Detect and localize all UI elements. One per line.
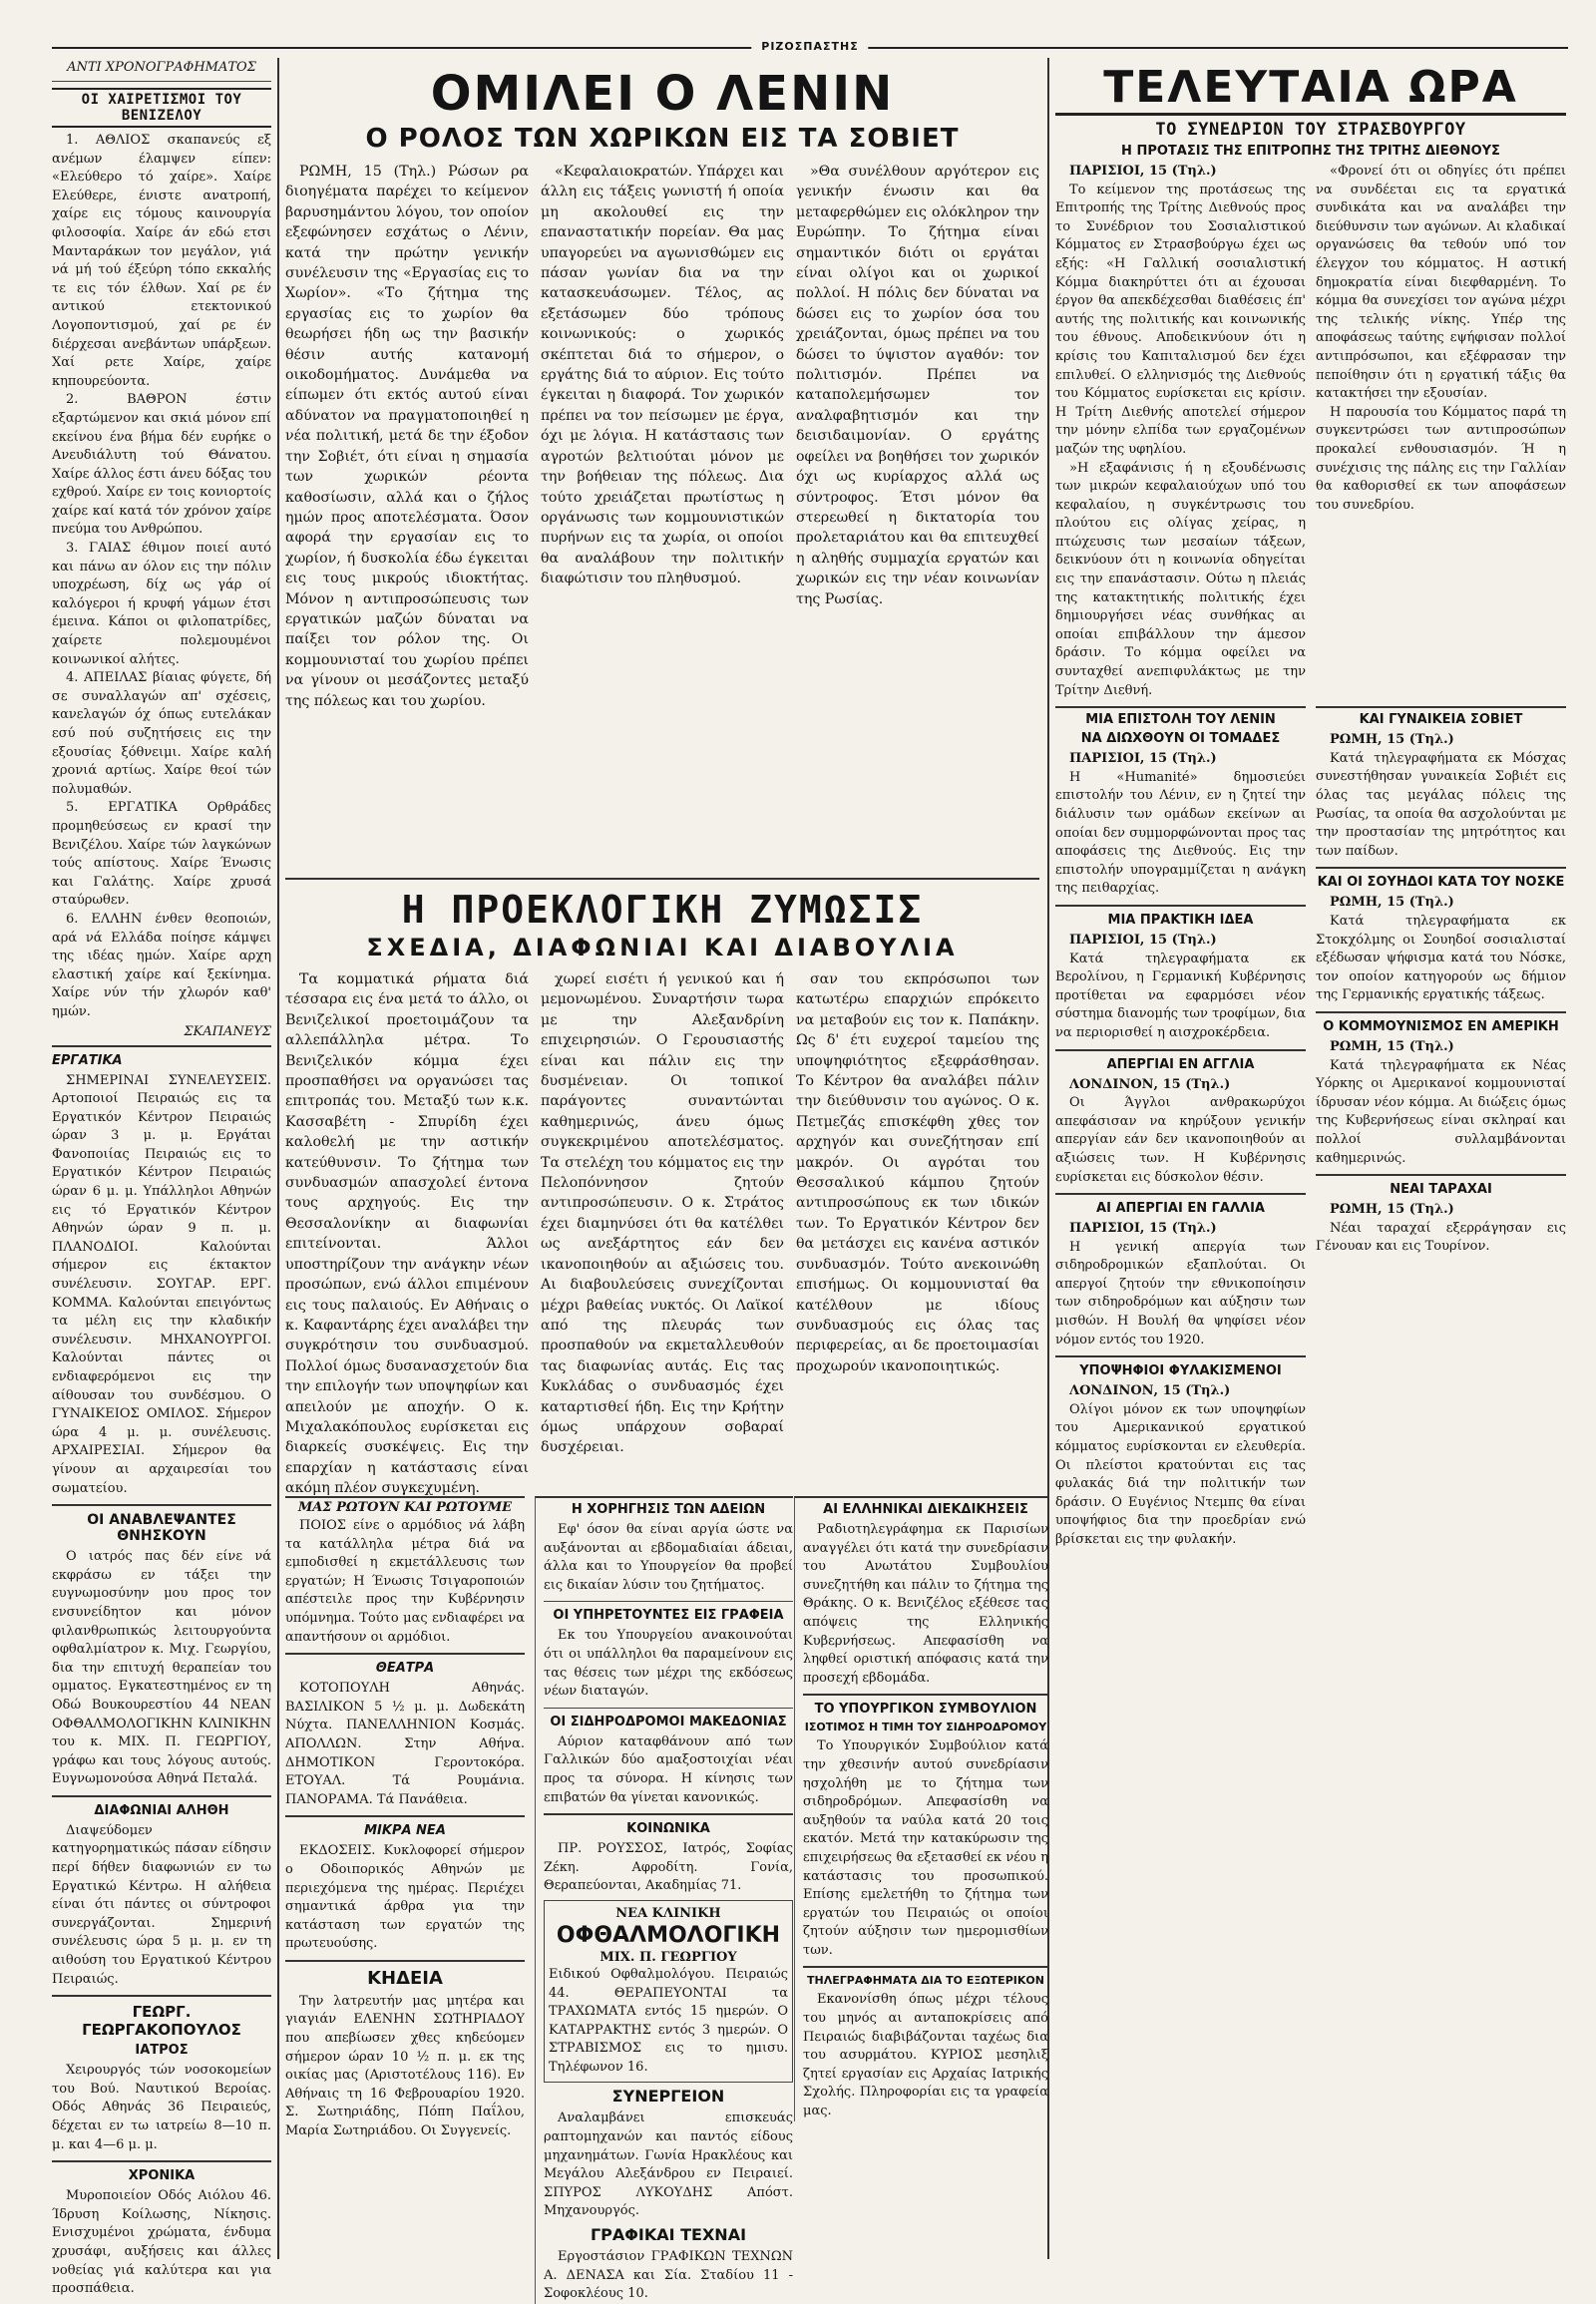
section-head: ΜΙΑ ΕΠΙΣΤΟΛΗ ΤΟΥ ΛΕΝΙΝ xyxy=(1085,712,1276,728)
masthead-bar xyxy=(52,40,1568,54)
paragraph: 6. ΕΛΛΗΝ ένθεν θεοποιών, αρά νά Ελλάδα ποίησε κάμψει της ιδέας ημών. Χαίρε αρχη ελαστική χαίρε καί ξεκίνημα. Χαίρε νύν τήν χλωρόν καθ' ημών. xyxy=(52,911,271,1019)
lower-col-a xyxy=(285,1496,525,2141)
section-head: ΑΙ ΕΛΛΗΝΙΚΑΙ ΔΙΕΚΔΙΚΗΣΕΙΣ xyxy=(823,1502,1028,1517)
lower-col-c xyxy=(794,1496,1048,2121)
section-head: ΜΙΑ ΠΡΑΚΤΙΚΗ ΙΔΕΑ xyxy=(1107,912,1254,928)
section-head: ΟΙ ΑΝΑΒΛΕΨΑΝΤΕΣ ΘΝΗΣΚΟΥΝ xyxy=(87,1512,236,1545)
paragraph: 3. ΓΑΙΑΣ έθιμον ποιεί αυτό και πάνω αν όλον εις την πόλιν υποχρέωση, δίχ ως γάρ οί καλόγεροι ή κρυφή γάμων έτσι έμεινα. Κάποι οι φιλοπατρίδες, χαίρετε πολεμουμένοι κοινωνικοί αλήτες. xyxy=(52,541,271,667)
article-title: ΟΙ ΧΑΙΡΕΤΙΣΜΟΙ ΤΟΥ ΒΕΝΙΖΕΛΟΥ xyxy=(52,88,271,128)
section-head: ΤΟ ΥΠΟΥΡΓΙΚΟΝ ΣΥΜΒΟΥΛΙΟΝ xyxy=(814,1702,1037,1718)
paragraph: Εργοστάσιον ΓΡΑΦΙΚΩΝ ΤΕΧΝΩΝ Α. ΔΕΝΑΣΑ και Σία. Σταδίου 11 - Σοφοκλέους 10. xyxy=(544,2249,793,2302)
section-head: ΔΙΑΦΩΝΙΑΙ ΑΛΗΘΗ xyxy=(94,1802,229,1818)
section-head: ΑΙ ΑΠΕΡΓΙΑΙ ΕΝ ΓΑΛΛΙΑ xyxy=(1096,1201,1265,1217)
ad-line: ΜΙΧ. Π. ΓΕΩΡΓΙΟΥ xyxy=(599,1949,737,1965)
section-head: ΜΙΚΡΑ ΝΕΑ xyxy=(364,1823,446,1839)
paragraph: Η «Humanité» δημοσιεύει επιστολήν του Λένιν, εν η ζητεί την διάλυσιν των ομάδων εκείνων αι οποίαι δεν συμμορφώνονται προς τας αποφάσεις της Διεθνούς. Εις την επιστολήν υπογραμμίζεται η ανάγκη της πειθαρχίας. xyxy=(1055,769,1306,897)
doctor-name: ΓΕΩΡΓ. ΓΕΩΡΓΑΚΟΠΟΥΛΟΣ xyxy=(82,2003,241,2040)
dateline: ΠΑΡΙΣΙΟΙ, 15 (Τηλ.) xyxy=(1069,751,1217,767)
paragraph: Κατά τηλεγραφήματα εκ Νέας Υόρκης οι Αμερικανοί κομμουνισταί ίδρυσαν νέον κόμμα. Αι διώξεις όμως της Κυβερνήσεως είναι σκληραί και πολλοί συλλαμβάνονται καθημερινώς. xyxy=(1316,1057,1566,1166)
paragraph: Ειδικού Οφθαλμολόγου. Πειραιώς 44. ΘΕΡΑΠΕΥΟΝΤΑΙ τα ΤΡΑΧΩΜΑΤΑ εντός 15 ημερών. Ο ΚΑΤΑΡΡΑΚΤΗΣ εντός 3 ημερών. Ο ΣΤΡΑΒΙΣΜΟΣ εις το ημισυ. Τηλέφωνον 16. xyxy=(549,1966,788,2075)
left-column xyxy=(52,58,271,2299)
section-head: Η ΧΟΡΗΓΗΣΙΣ ΤΩΝ ΑΔΕΙΩΝ xyxy=(571,1502,766,1517)
paragraph: «Κεφαλαιοκρατών. Υπάρχει και άλλη εις τάξεις γωνιστή ή οποία μη ακολουθεί εις την επαναστατικήν πορείαν. Θα μας υπαγορεύει να αγωνισθώμεν εις πάσαν γωνίαν δια να την κατασκευάσωμεν. Τέλος, ας εξετάσωμεν δύο τρόπους κοινωνικούς: ο χωρικός σκέπτεται διά το σήμερον, ο εργάτης διά το αύριον. Εις τούτο έγκειται η διαφορά. Τον χωρικόν πρέπει να τον πείσωμεν με έργα, όχι με λόγια. Η κατάστασις των αγροτών βελτιούται μόνον με την βοήθειαν της πόλεως. Δια τούτο χρειάζεται πρωτίστως η οργάνωσις των κομμουνιστικών πυρήνων εις τα χωρία, οι οποίοι θα αναλάβουν την πολιτικήν διαφώτισιν του πληθυσμού. xyxy=(541,164,784,587)
section-head: ΝΕΑΙ ΤΑΡΑΧΑΙ xyxy=(1390,1182,1492,1198)
paragraph: σαν του εκπρόσωποι των κατωτέρω επαρχιών επρόκειτο να μεταβούν εις τον κ. Παπάκην. Ως δ' έτι ευχεροί ταμείου της υποψηφιότητος εξεφράσθησαν. Το Κέντρον θα αναλάβει πάλιν την διεύθυνσιν του αγώνος. Ο κ. Πετμεζάς επισκέφθη χθες τον αρχηγόν και συνεζήτησαν επί μακρόν. Οι αγρόται του Θεσσαλικού κάμπου ζητούν αντιπροσώπους εκ των ιδικών των. Το Εργατικόν Κέντρον δεν θα μετάσχει εις κανένα αστικόν συνδυασμόν. Τούτο ανεκοινώθη επισήμως. Οι κομμουνισταί θα κατέλθουν με ιδίους συνδυασμούς εις όλας τας περιφερείας, αι δε προετοιμασίαι προχωρούν ικανοποιητικώς. xyxy=(796,971,1039,1374)
headline: ΤΕΛΕΥΤΑΙΑ ΩΡΑ xyxy=(1055,62,1566,116)
dateline: ΠΑΡΙΣΙΟΙ, 15 (Τηλ.) xyxy=(1069,932,1217,948)
section-head: ΟΙ ΥΠΗΡΕΤΟΥΝΤΕΣ ΕΙΣ ΓΡΑΦΕΙΑ xyxy=(553,1608,784,1624)
paragraph: Κατά τηλεγραφήματα εκ Μόσχας συνεστήθησαν γυναικεία Σοβιέτ εις όλας τας μεγάλας πόλεις της Ρωσίας, τα οποία θα ασχολούνται με την προστασίαν της μητρότητος και των παίδων. xyxy=(1316,750,1566,859)
paragraph: Την λατρευτήν μας μητέρα και γιαγιάν ΕΛΕΝΗΝ ΣΩΤΗΡΙΑΔΟΥ που απεβίωσεν χθες κηδεύομεν σήμερον ώραν 10 ½ π. μ. εκ της οικίας μας (Αριστοτέλους 116). Εν Αθήναις τη 16 Φεβρουαρίου 1920. Σ. Σωτηριάδης, Πόπη Παΐλου, Μαρία Σωτηριάδου. Οι Συγγενείς. xyxy=(285,1993,525,2139)
section-subhead: Η ΠΡΟΤΑΣΙΣ ΤΗΣ ΕΠΙΤΡΟΠΗΣ ΤΗΣ ΤΡΙΤΗΣ ΔΙΕΘΝΟΥΣ xyxy=(1121,144,1500,159)
dateline: ΛΟΝΔΙΝΟΝ, 15 (Τηλ.) xyxy=(1069,1383,1231,1399)
paragraph: Τα κομματικά ρήματα διά τέσσαρα εις ένα μετά το άλλο, οι Βενιζελικοί προετοιμάζουν τα αλλεπάλληλα μέτρα. Το Βενιζελικόν κόμμα έχει προσπαθήσει να οργανώσει τας επιτροπάς του. Μεταξύ των κ.κ. Κασσαβέτη - Σπυρίδη έχει καλοθελή με την αστικήν κατεύθυνσιν. Το ζήτημα των συνδυασμών απασχολεί έντονα τους αρχηγούς. Εις την Θεσσαλονίκην αι διαφωνίαι επιτείνονται. Άλλοι υποστηρίζουν την ανάγκην νέων προσώπων, ενώ άλλοι επιμένουν εις τους παλαιούς. Εν Αθήναις ο κ. Καφαντάρης έχει αναλάβει την συγκρότησιν του συνδυασμού. Πολλοί όμως δυσανασχετούν δια την επιλογήν των υποψηφίων και απειλούν με αποχήν. Ο κ. Μιχαλακόπουλος ευρίσκεται εις διαρκείς συσκέψεις. Εις την επαρχίαν η κατάστασις είναι ακόμη πλέον συγκεχυμένη. xyxy=(285,971,529,1497)
paragraph: Νέαι ταραχαί εξερράγησαν εις Γένουαν και εις Τουρίνον. xyxy=(1316,1220,1566,1255)
paragraph: «Φρονεί ότι οι οδηγίες ότι πρέπει να συνδέεται εις τα εργατικά συνδικάτα και να αναλάβει την διεύθυνσιν των αγώνων. Αι κλαδικαί οργανώσεις θα τεθούν υπό τον έλεγχον του κόμματος. Η αστική δημοκρατία είναι διεφθαρμένη. Το κόμμα θα συνεχίσει τον αγώνα μέχρι της τελικής νίκης. Υπέρ της αποφάσεως ταύτης εψήφισαν πολλοί αντιπρόσωποι, και εξέφρασαν την πεποίθησιν ότι η εργατική τάξις θα κατακτήσει την εξουσίαν. xyxy=(1316,164,1566,402)
paragraph: ΡΩΜΗ, 15 (Τηλ.) Ρώσων ρα διοηγέματα παρέχει το κείμενον βαρυσημάντου λόγου, τον οποίον εξεφώνησεν εσχάτως ο Λένιν, κατά την πρώτην γενικήν συνέλευσιν της «Εργασίας εις το Χωρίον». «Το ζήτημα της εργασίας εις το χωρίον θα θεωρήσει ήδη ως την βασικήν θέσιν αυτής κατανομή οικοδομήματος. Δυνάμεθα να είπωμεν ότι εκτός αυτού είναι αδύνατον να πραγματοποιηθεί η νέα πολιτική, μετά δε την έξοδον την Σοβιέτ, ότι είναι η σημασία των χωρικών ρέοντα καθοσίωσιν, αλλά και ο ζήλος ημών προς αποτελέσματα. Όσον αφορά την εργασίαν εις το χωρίον, ή δυσκολία έδω έγκειται εις τους μικρούς ιδιοκτήτας. Μόνον η αντιπροσώπευσις των εργατικών μαζών δύναται να παίξει τον ρόλον της. Οι κομμουνισταί του χωρίου πρέπει να γίνουν οι μεσάζοντες μεταξύ της πόλεως και του χωρίου. xyxy=(285,164,529,709)
section-head: ΘΕΑΤΡΑ xyxy=(375,1661,435,1677)
subheadline: Ο ΡΟΛΟΣ ΤΩΝ ΧΩΡΙΚΩΝ ΕΙΣ ΤΑ ΣΟΒΙΕΤ xyxy=(365,124,960,154)
section-head: ΑΠΕΡΓΙΑΙ ΕΝ ΑΓΓΛΙΑ xyxy=(1106,1056,1255,1072)
paragraph: Διαψεύδομεν κατηγορηματικώς πάσαν είδησιν περί δήθεν διαφωνιών εν τω Εργατικώ Κέντρω. Η αλήθεια είναι ότι πάντες οι σύντροφοι συνεργάζονται. Σημερινή συνέλευσις ώρα 5 μ. μ. εν τη αιθούση του Εργατικού Κέντρου Πειραιώς. xyxy=(52,1822,271,1987)
paragraph: 4. ΑΠΕΙΛΑΣ βίαιας φύγετε, δή σε συναλλαγών απ' σχέσεις, κανελαγών όχ όπως ευτελάκαν εσύ πού συζητήσεις εις την εξουσίας ξόθνειμι. Χαίρε καλή χρονιά αρτίως. Χαίρε θεοί τών πολυμαθών. xyxy=(52,670,271,797)
doctor-title: ΙΑΤΡΟΣ xyxy=(135,2043,189,2059)
paragraph: ΚΟΤΟΠΟΥΛΗ Αθηνάς. ΒΑΣΙΛΙΚΟΝ 5 ½ μ. μ. Δωδεκάτη Νύχτα. ΠΑΝΕΛΛΗΝΙΟΝ Κοσμάς. ΑΠΟΛΛΩΝ. Στην Αθήνα. ΔΗΜΟΤΙΚΟΝ Γεροντοκόρα. ΕΤΟΥΑΛ. Τά Ρουμάνια. ΠΑΝΟΡΑΜΑ. Τά Πανάθεια. xyxy=(285,1681,525,1807)
paragraph: ΣΗΜΕΡΙΝΑΙ ΣΥΝΕΛΕΥΣΕΙΣ. Αρτοποιοί Πειραιώς εις τα Εργατικόν Κέντρον Πειραιώς ώραν 3 μ. μ. Εργάται Φανοποιίας Πειραιώς εις το Εργατικόν Κέντρον Πειραιώς ώραν 6 μ. μ. Υπάλληλοι Αθηνών εις τό Εργατικόν Κέντρον Αθηνών ώραν 9 π. μ. ΠΛΑΝΟΔΙΟΙ. Καλούνται σήμερον εις έκτακτον συνέλευσιν. ΣΟΥΓΑΡ. ΕΡΓ. ΚΟΜΜΑ. Καλούνται επειγόντως τα μέλη εις την κλαδικήν συνέλευσιν. ΜΗΧΑΝΟΥΡΓΟΙ. Καλούνται πάντες οι ενδιαφερόμενοι εις την αίθουσαν του συνδέσμου. Ο ΓΥΝΑΙΚΕΙΟΣ ΟΜΙΛΟΣ. Σήμερον ώρα 4 μ. μ. συνέλευσις. ΑΡΧΑΙΡΕΣΙΑΙ. Σήμερον θα γίνουν αι αρχαιρεσίαι του σωματείου. xyxy=(52,1072,271,1496)
section-head: ΟΙ ΣΙΔΗΡΟΔΡΟΜΟΙ ΜΑΚΕΔΟΝΙΑΣ xyxy=(550,1714,787,1729)
paragraph: 2. ΒΑΘΡΟΝ έστιν εξαρτώμενον και σκιά μόνον επί εκείνου ένα βήμα δέν ευρήκε ο Ανευδιάλυτη τού Θάνατου. Χαίρε άλλος έστι άνευ δόξας του εχθρού. Χαίρε εν τοις κονιορτοίς χαίρε καί κατά τόν χρόνον χαίρε πνεύμα του Ανθρώπου. xyxy=(52,392,271,538)
paragraph: Μυροποιείον Οδός Αιόλου 46. Ίδρυση Κοίλωσης, Νίκησις. Ενισχυμένοι χρώματα, ένδυμα χρυσάφι, αυξήσεις και άλλες νοθείας γιά καλύτερα και για προσπάθεια. xyxy=(52,2188,271,2297)
section-head: ΤΟ ΣΥΝΕΔΡΙΟΝ ΤΟΥ ΣΤΡΑΣΒΟΥΡΓΟΥ xyxy=(1155,120,1466,140)
section-head: ΕΡΓΑΤΙΚΑ xyxy=(52,1052,123,1068)
dateline: ΛΟΝΔΙΝΟΝ, 15 (Τηλ.) xyxy=(1069,1076,1231,1092)
paragraph: Αύριον καταφθάνουν από των Γαλλικών δύο αμαξοστοιχίαι νέαι προς τα σύνορα. Η κίνησις των επιβατών θα γίνεται κανονικώς. xyxy=(544,1733,793,1805)
paragraph: Οι Άγγλοι ανθρακωρύχοι απεφάσισαν να κηρύξουν γενικήν απεργίαν εάν δεν ικανοποιηθούν αι αξιώσεις των. Η Κυβέρνησις ευρίσκεται εις δύσκολον θέσιν. xyxy=(1055,1095,1306,1185)
paragraph: Ο ιατρός πας δέν είνε νά εκφράσω εν τάξει την ευγνωμοσύνην μου προς τον ενσυνείδητον και μόνον φιλανθρωπικώς λειτουργούντα οφθαλμίατρον κ. Μιχ. Γεωργίου, δια την επιτυχή θεραπείαν του ομματος. Εγκατεστημένος εν τη Οδώ Βουκουρεστίου 44 ΝΕΑΝ ΟΦΘΑΛΜΟΛΟΓΙΚΗΝ ΚΛΙΝΙΚΗΝ του κ. ΜΙΧ. Π. ΓΕΩΡΓΙΟΥ, γράφω και τους λόγους αυτούς. Ευγνωμονούσα Αθηνά Πεταλά. xyxy=(52,1549,271,1787)
paragraph: Χειρουργός τών νοσοκομείων του Βού. Ναυτικού Βεροίας. Οδός Αθηνάς 36 Πειραιεύς, δέχεται εν τω ιατρείω 8—10 π. μ. και 4—6 μ. μ. xyxy=(52,2063,271,2152)
ad-line: ΝΕΑ ΚΛΙΝΙΚΗ xyxy=(615,1905,721,1921)
paragraph: Ολίγοι μόνον εκ των υποψηφίων του Αμερικανικού εργατικού κόμματος ευρίσκονται εν ελευθερία. Οι πλείστοι κρατούνται εις τας φυλακάς διά την πολιτικήν των δράσιν. Ο Ευγένιος Ντεμπς θα είναι υποψήφιος δια την προεδρίαν ενώ βρίσκεται εις την φυλακήν. xyxy=(1055,1401,1306,1547)
paragraph: χωρεί εισέτι ή γενικού και ή μεμονωμένου. Συναρτήσιν τωρα με την Αλεξανδρίνη επιχειρησιών. Ο Γερουσιαστής είναι και πάλιν εις την δυσμένειαν. Οι τοπικοί παράγοντες συναντώνται καθημερινώς, άνευ όμως συγκεκριμένου αποτελέσματος. Τα στελέχη του κόμματος εις την Πελοπόννησον ζητούν αντιπροσώπευσιν. Ο κ. Στράτος έχει διαμηνύσει ότι θα κατέλθει ως ανεξάρτητος εάν δεν ικανοποιηθούν αι αξιώσεις του. Αι διαβουλεύσεις συνεχίζονται μέχρι βαθείας νυκτός. Οι Λαϊκοί από της πλευράς των προσπαθούν να εκμεταλλευθούν τας διαφωνίας αυτάς. Εις τας Κυκλάδας ο συνδυασμός έχει καταρτισθεί ήδη. Εις την Κρήτην όμως υπάρχουν σοβαραί δυσχέρειαι. xyxy=(541,971,784,1456)
section-head: ΚΑΙ ΓΥΝΑΙΚΕΙΑ ΣΟΒΙΕΤ xyxy=(1359,712,1523,728)
paragraph: Το κείμενον της προτάσεως της Επιτροπής της Τρίτης Διεθνούς προς το Συνέδριον του Σοσιαλιστικού Κόμματος εν Στρασβούργω έχει ως εξής: «Η Γαλλική σοσιαλιστική Κόμμα διακηρύττει ότι αι έχουσαι έργον θα απεκδέχεσθαι διαθέσεις έπ' αυτής της πολιτικής και κοινωνικής του έθνους. Αποδεικνύουν ότι η κρίσις του Καπιταλισμού δεν έχει επιλυθεί. Ο ελληνισμός της Διεθνούς του Κόμματος ευρίσκεται εις κρίσιν. Η Τρίτη Διεθνής αποτελεί σήμερον την μόνην ελπίδα των εργαζομένων μαζών της υφηλίου. xyxy=(1055,182,1306,457)
paragraph: »Θα συνέλθουν αργότερον εις γενικήν ένωσιν και θα μεταφερθώμεν εις ολόκληρον την Ευρώπην. Το ζήτημα είναι σημαντικόν διότι οι εργάται είναι ολίγοι και οι χωρικοί πολλοί. Η πόλις δεν δύναται να δώσει εις το χωρίον όσα του χρειάζονται, όμως πρέπει να του δώσει το ύψιστον αγαθόν: τον πολιτισμόν. Πρέπει να καταπολεμήσωμεν τον αναλφαβητισμόν και την δεισιδαιμονίαν. Ο εργάτης οφείλει να βοηθήσει τον χωρικόν όχι ως κυρίαρχος αλλά ως σύντροφος. Έτσι μόνον θα στερεωθεί η δικτατορία του προλεταριάτου και θα επιτευχθεί η αληθής συμμαχία εργατών και χωρικών εις την νέαν κοινωνίαν της Ρωσίας. xyxy=(796,164,1039,607)
section-head: ΓΡΑΦΙΚΑΙ ΤΕΧΝΑΙ xyxy=(590,2225,747,2245)
paragraph: Η γενική απεργία των σιδηροδρομικών εξαπλούται. Οι απεργοί ζητούν την εθνικοποίησιν των σιδηροδρόμων και αύξησιν των μισθών. Η Βουλή θα ψηφίσει νέον νόμον εντός του 1920. xyxy=(1055,1239,1306,1347)
headline: ΟΜΙΛΕΙ Ο ΛΕΝΙΝ xyxy=(430,66,895,122)
paragraph: Εκ του Υπουργείου ανακοινούται ότι οι υπάλληλοι θα παραμείνουν εις τας θέσεις των μέχρι της εκδόσεως νέων διαταγών. xyxy=(544,1628,793,1700)
dateline: ΡΩΜΗ, 15 (Τηλ.) xyxy=(1330,1038,1454,1054)
paragraph: Η παρουσία του Κόμματος παρά τη συγκεντρώσει των αντιπροσώπων προκαλεί ενθουσιασμόν. Ή η συνέχισις της πάλης εις την Γαλλίαν θα καθορισθεί εκ των αποφάσεων του συνεδρίου. xyxy=(1316,404,1566,513)
headline: Η ΠΡΟΕΚΛΟΓΙΚΗ ΖΥΜΩΣΙΣ xyxy=(401,888,924,932)
clinic-ad xyxy=(544,1900,793,2084)
section-head: ΚΗΔΕΙΑ xyxy=(367,1967,443,1989)
section-head: ΚΟΙΝΩΝΙΚΑ xyxy=(626,1821,710,1837)
paragraph: Εκανονίσθη όπως μέχρι τέλους του μηνός αι ανταποκρίσεις από Πειραιώς διαβιβάζονται ταχέως δια του ασυρμάτου. ΚΥΡΙΟΣ μεσηλιξ ζητεί εργασίαν εις Αρχαίας Ιατρικής Σχολής. Πληροφορίαι εις τα γραφεία μας. xyxy=(803,1992,1048,2119)
masthead-name: ΡΙΖΟΣΠΑΣΤΗΣ xyxy=(751,40,868,53)
paragraph: 1. ΑΘΛΙΟΣ σκαπανεύς εξ ανέμων έλαμψεν είπεν: «Ελεύθερο τό χαίρε». Χαίρε Ελεύθερε, ένιστε ανατροπή, χαίρε εις τόμους καινουργία φιλοσοφία. Χαίρε άν εδώ ετσι Μανταράκων τον μεγάλον, γιά νά μή τού έξεύρη τόπο εκκαλής τε εις τόν έλθων. Χαί ρε έν αντικού ετεκτονικού Λογοποντισμού, χαί ρε έν διέρχεσαι ανεβάντων υπάρξεων. Χαί ρετε Χαίρε, χαίρε κηπουρεύοντα. xyxy=(52,133,271,389)
paragraph: Εφ' όσον θα είναι αργία ώστε να αυξάνονται αι εβδομαδιαίαι άδειαι, άλλα και το Υπουργείον θα προβεί εις δικαίαν λύσιν του ζητήματος. xyxy=(544,1522,793,1593)
section-head: ΥΠΟΨΗΦΙΟΙ ΦΥΛΑΚΙΣΜΕΝΟΙ xyxy=(1079,1363,1282,1379)
section-head: Ο ΚΟΜΜΟΥΝΙΣΜΟΣ ΕΝ ΑΜΕΡΙΚΗ xyxy=(1323,1018,1559,1034)
paragraph: 5. ΕΡΓΑΤΙΚΑ Ορθράδες προμηθεύσεως εν κρασί την Βενιζέλου. Χαίρε τών λαγκώνων τούς απίστους. Χαίρε Ένωσις και Γαλάτης. Χαίρε χρυσά σταύρωθεν. xyxy=(52,800,271,909)
section-head: ΜΑΣ ΡΩΤΟΥΝ ΚΑΙ ΡΩΤΟΥΜΕ xyxy=(297,1500,513,1515)
subheadline: ΣΧΕΔΙΑ, ΔΙΑΦΩΝΙΑΙ ΚΑΙ ΔΙΑΒΟΥΛΙΑ xyxy=(366,934,959,961)
paragraph: ΠΟΙΟΣ είνε ο αρμόδιος νά λάβη τα κατάλληλα μέτρα διά να εμποδισθεί η εκμετάλλευσις των εργατών; Η Ένωσις Τσιγαροποιών απέστειλε προς την Κυβέρνησιν υπόμνημα. Τούτο μας ενδιαφέρει να απαντήσουν οι αρμόδιοι. xyxy=(285,1518,525,1645)
paragraph: ΠΡ. ΡΟΥΣΣΟΣ, Ιατρός, Σοφίας Ζέκη. Αφροδίτη. Γονία, Θεραπεύονται, Ακαδημίας 71. xyxy=(544,1841,793,1894)
dateline: ΡΩΜΗ, 15 (Τηλ.) xyxy=(1330,732,1454,748)
signature: ΣΚΑΠΑΝΕΥΣ xyxy=(184,1023,271,1039)
column-rule xyxy=(277,58,279,2259)
section-head: ΧΡΟΝΙΚΑ xyxy=(128,2168,196,2184)
section-head: ΚΑΙ ΟΙ ΣΟΥΗΔΟΙ ΚΑΤΑ ΤΟΥ ΝΟΣΚΕ xyxy=(1317,875,1565,891)
paragraph xyxy=(1055,163,1306,182)
paragraph: Κατά τηλεγραφήματα εκ Βερολίνου, η Γερμανική Κυβέρνησις προτίθεται να εφαρμόσει νέον σύστημα διανομής των τροφίμων, δια να περιορισθεί η αισχροκέρδεια. xyxy=(1055,951,1306,1040)
section-head: ΤΗΛΕΓΡΑΦΗΜΑΤΑ ΔΙΑ ΤΟ ΕΞΩΤΕΡΙΚΟΝ xyxy=(807,1974,1044,1988)
paragraph: Το Υπουργικόν Συμβούλιον κατά την χθεσινήν αυτού συνεδρίασιν ησχολήθη με το ζήτημα των σιδηροδρόμων. Απεφασίσθη να αυξηθούν τα ναύλα κατά 20 τοις εκατόν. Μετά την κατακύρωσιν της επιχειρήσεως θα εξετασθεί εκ νέου η κατάστασις του προσωπικού. Επίσης εμελετήθη το ζήτημα των εργατών του Πειραιώς οι οποίοι ζητούν αύξησιν των ημερομισθίων των. xyxy=(803,1738,1048,1958)
paragraph: ΕΚΔΟΣΕΙΣ. Κυκλοφορεί σήμερον ο Οδοιπορικός Αθηνών με περιεχόμενα της ημέρας. Περιέχει σημαντικά άρθρα για την κατάσταση των εργατών της πρωτευούσης. xyxy=(285,1843,525,1952)
lower-col-b xyxy=(535,1496,793,2304)
rubric: ΑΝΤΙ ΧΡΟΝΟΓΡΑΦΗΜΑΤΟΣ xyxy=(67,60,256,75)
dateline: ΡΩΜΗ, 15 (Τηλ.) xyxy=(1330,1202,1454,1218)
section-head: ΣΥΝΕΡΓΕΙΟΝ xyxy=(611,2087,725,2107)
ad-title: ΟΦΘΑΛΜΟΛΟΓΙΚΗ xyxy=(556,1922,781,1948)
section-subhead: ΙΣΟΤΙΜΟΣ Η ΤΙΜΗ ΤΟΥ ΣΙΔΗΡΟΔΡΟΜΟΥ xyxy=(804,1721,1047,1734)
preelection-article xyxy=(285,878,1039,1499)
section-subhead: ΝΑ ΔΙΩΧΘΟΥΝ ΟΙ ΤΟΜΑΔΕΣ xyxy=(1080,731,1281,747)
paragraph: Ραδιοτηλεγράφημα εκ Παρισίων αναγγέλει ότι κατά την συνεδρίασιν του Ανωτάτου Συμβουλίου συνεζητήθη και πάλιν το ζήτημα της Θράκης. Ο κ. Βενιζέλος εξέθεσε τας απόψεις της Ελληνικής Κυβερνήσεως. Απεφασίσθη να ληφθεί οριστική απόφασις κατά την προσεχή εβδομάδα. xyxy=(803,1522,1048,1686)
paragraph: »Η εξαφάνισις ή η εξουδένωσις των μικρών κεφαλαιούχων υπό του κεφαλαίου, η συγκέντρωσις του πλούτου εις ολίγας χείρας, η πτώχευσις των μεσαίων τάξεων, δεικνύουν ότι η κοινωνία οδηγείται εις την επανάστασιν. Ούτω η πλειάς της κατακτητικής πολιτικής έχει δημιουργήσει νέας συνθήκας αι οποίαι επιβάλλουν την άμεσον δράσιν. Το κόμμα οφείλει να συνταχθεί ανεπιφυλάκτως με την Τρίτην Διεθνή. xyxy=(1055,460,1306,698)
paragraph: Κατά τηλεγραφήματα εκ Στοκχόλμης οι Σουηδοί σοσιαλισταί εξέδωσαν ψήφισμα κατά του Νόσκε, τον οποίον κατηγορούν ως δήμιον της Γερμανικής εργατικής τάξεως. xyxy=(1316,913,1566,1003)
lenin-article xyxy=(285,62,1039,711)
dateline: ΡΩΜΗ, 15 (Τηλ.) xyxy=(1330,895,1454,911)
paragraph: Αναλαμβάνει επισκευάς ραπτομηχανών και παντός είδους μηχανημάτων. Γωνία Ηρακλέους και Μεγάλου Αλεξάνδρου εν Πειραιεί. ΣΠΥΡΟΣ ΛΥΚΟΥΔΗΣ Απόστ. Μηχανουργός. xyxy=(544,2111,793,2219)
last-hour-column xyxy=(1055,58,1566,1550)
dateline: ΠΑΡΙΣΙΟΙ, 15 (Τηλ.) xyxy=(1069,1221,1217,1237)
dateline: ΠΑΡΙΣΙΟΙ, 15 (Τηλ.) xyxy=(1069,164,1217,179)
